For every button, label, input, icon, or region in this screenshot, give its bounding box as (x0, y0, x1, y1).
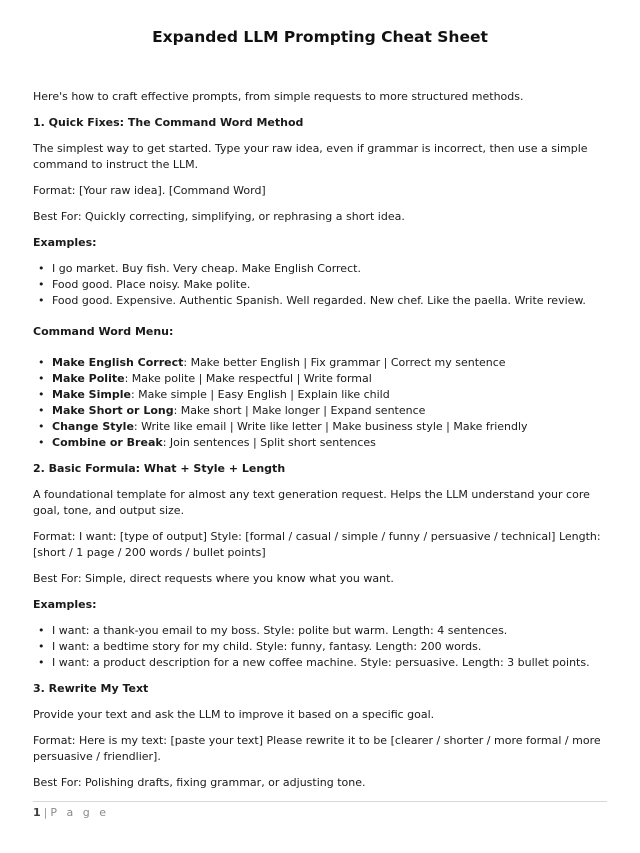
section-3-heading: 3. Rewrite My Text (33, 682, 149, 695)
menu-item (33, 387, 607, 403)
menu-term: Make English Correct (52, 356, 184, 369)
section-2-examples-list (33, 623, 607, 671)
page-number: 1 (33, 806, 41, 819)
page-title: Expanded LLM Prompting Cheat Sheet (152, 28, 488, 46)
example-item: • I want: a product description for a new coffee machine. Style: persuasive. Length: 3 bullet points. (33, 655, 607, 671)
example-item: • Food good. Expensive. Authentic Spanish. Well regarded. New chef. Like the paella. Write review. (33, 293, 607, 309)
section-2-heading: 2. Basic Formula: What + Style + Length (33, 462, 286, 475)
menu-options: : Make better English | Fix grammar | Correct my sentence (183, 356, 506, 369)
page-footer (33, 802, 607, 821)
section-2-format-line: Format: I want: [type of output] Style: [formal / casual / simple / funny / persuasive / technical] Length: [short / 1 page / 200 words / bullet points] (33, 530, 601, 559)
menu-term: Make Polite (52, 372, 125, 385)
menu-term: Combine or Break (52, 436, 163, 449)
section-3-format-line: Format: Here is my text: [paste your text] Please rewrite it to be [clearer / shorter / more formal / more persuasive / friendlier]. (33, 734, 601, 763)
menu-options: : Make polite | Make respectful | Write formal (124, 372, 372, 385)
section-2-best-for-line: Best For: Simple, direct requests where you know what you want. (33, 572, 394, 585)
menu-term: Change Style (52, 420, 134, 433)
menu-term: Make Short or Long (52, 404, 174, 417)
intro-text: Here's how to craft effective prompts, from simple requests to more structured methods. (33, 90, 524, 103)
menu-options: : Make short | Make longer | Expand sentence (173, 404, 426, 417)
menu-item (33, 435, 607, 451)
section-3-description: Provide your text and ask the LLM to improve it based on a specific goal. (33, 708, 435, 721)
section-1-description: The simplest way to get started. Type your raw idea, even if grammar is incorrect, then use a simple command to instruct the LLM. (33, 142, 588, 171)
section-1-heading: 1. Quick Fixes: The Command Word Method (33, 116, 304, 129)
command-menu-list (33, 355, 607, 451)
example-item: • I go market. Buy fish. Very cheap. Make English Correct. (33, 261, 607, 277)
menu-term: Make Simple (52, 388, 131, 401)
section-2-description: A foundational template for almost any text generation request. Helps the LLM understand your core goal, tone, and output size. (33, 488, 590, 517)
example-item: • I want: a thank-you email to my boss. Style: polite but warm. Length: 4 sentences. (33, 623, 607, 639)
menu-options: : Make simple | Easy English | Explain like child (130, 388, 390, 401)
section-1-format-line: Format: [Your raw idea]. [Command Word] (33, 184, 266, 197)
section-1-examples-label: Examples: (33, 236, 97, 249)
menu-options: : Write like email | Write like letter | Make business style | Make friendly (133, 420, 528, 433)
section-3-best-for-line: Best For: Polishing drafts, fixing grammar, or adjusting tone. (33, 776, 366, 789)
menu-options: : Join sentences | Split short sentences (162, 436, 376, 449)
example-item: • I want: a bedtime story for my child. Style: funny, fantasy. Length: 200 words. (33, 639, 607, 655)
section-1-examples-list (33, 261, 607, 309)
footer-page-label: P a g e (50, 806, 109, 819)
menu-item (33, 371, 607, 387)
menu-item (33, 419, 607, 435)
section-1-best-for-line: Best For: Quickly correcting, simplifying, or rephrasing a short idea. (33, 210, 405, 223)
menu-item (33, 403, 607, 419)
menu-item (33, 355, 607, 371)
footer-separator: | (43, 806, 48, 819)
command-menu-label: Command Word Menu: (33, 325, 174, 338)
section-2-examples-label: Examples: (33, 598, 97, 611)
example-item: • Food good. Place noisy. Make polite. (33, 277, 607, 293)
